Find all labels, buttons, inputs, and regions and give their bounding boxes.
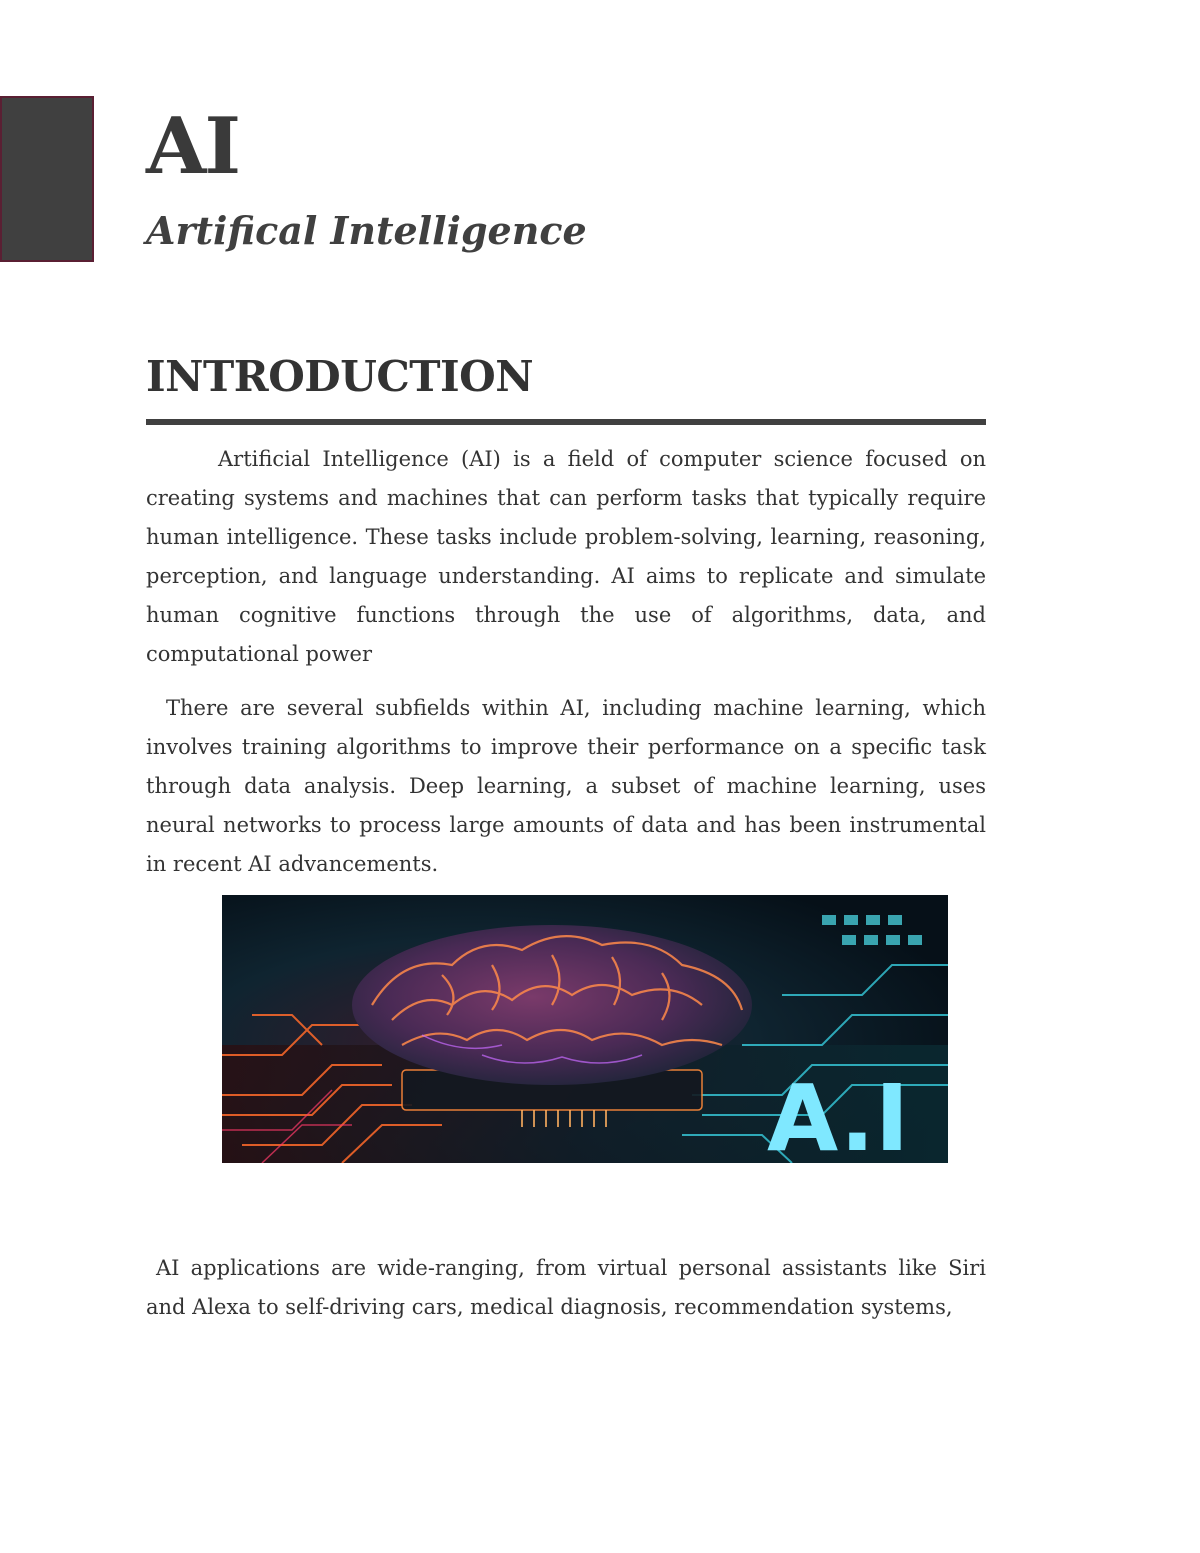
side-accent-block — [0, 96, 94, 262]
heading-rule — [146, 419, 986, 425]
figure-ai-label: A.I — [767, 1065, 910, 1163]
intro-paragraph-2: There are several subfields within AI, including machine learning, which involves training algorithms to improve their performance on a specific task through data analysis. Deep learning, a subset of machine learning, uses neural networks to process large amounts of data and has been instrumental in recent AI advancements. — [146, 696, 986, 876]
applications-paragraph: AI applications are wide-ranging, from virtual personal assistants like Siri and Alexa to self-driving cars, medical diagnosis, recommendation systems, — [146, 1256, 986, 1319]
ai-brain-circuit-image — [222, 895, 948, 1163]
document-title: AI — [146, 101, 240, 192]
document-subtitle: Artifical Intelligence — [146, 208, 587, 253]
intro-paragraph-1: Artificial Intelligence (AI) is a field of computer science focused on creating systems and machines that can perform tasks that typically require human intelligence. These tasks include problem-solving, learning, reasoning, perception, and language understanding. AI aims to replicate and simulate human cognitive functions through the use of algorithms, data, and computational power — [146, 447, 986, 666]
section-heading-introduction: INTRODUCTION — [146, 352, 534, 401]
